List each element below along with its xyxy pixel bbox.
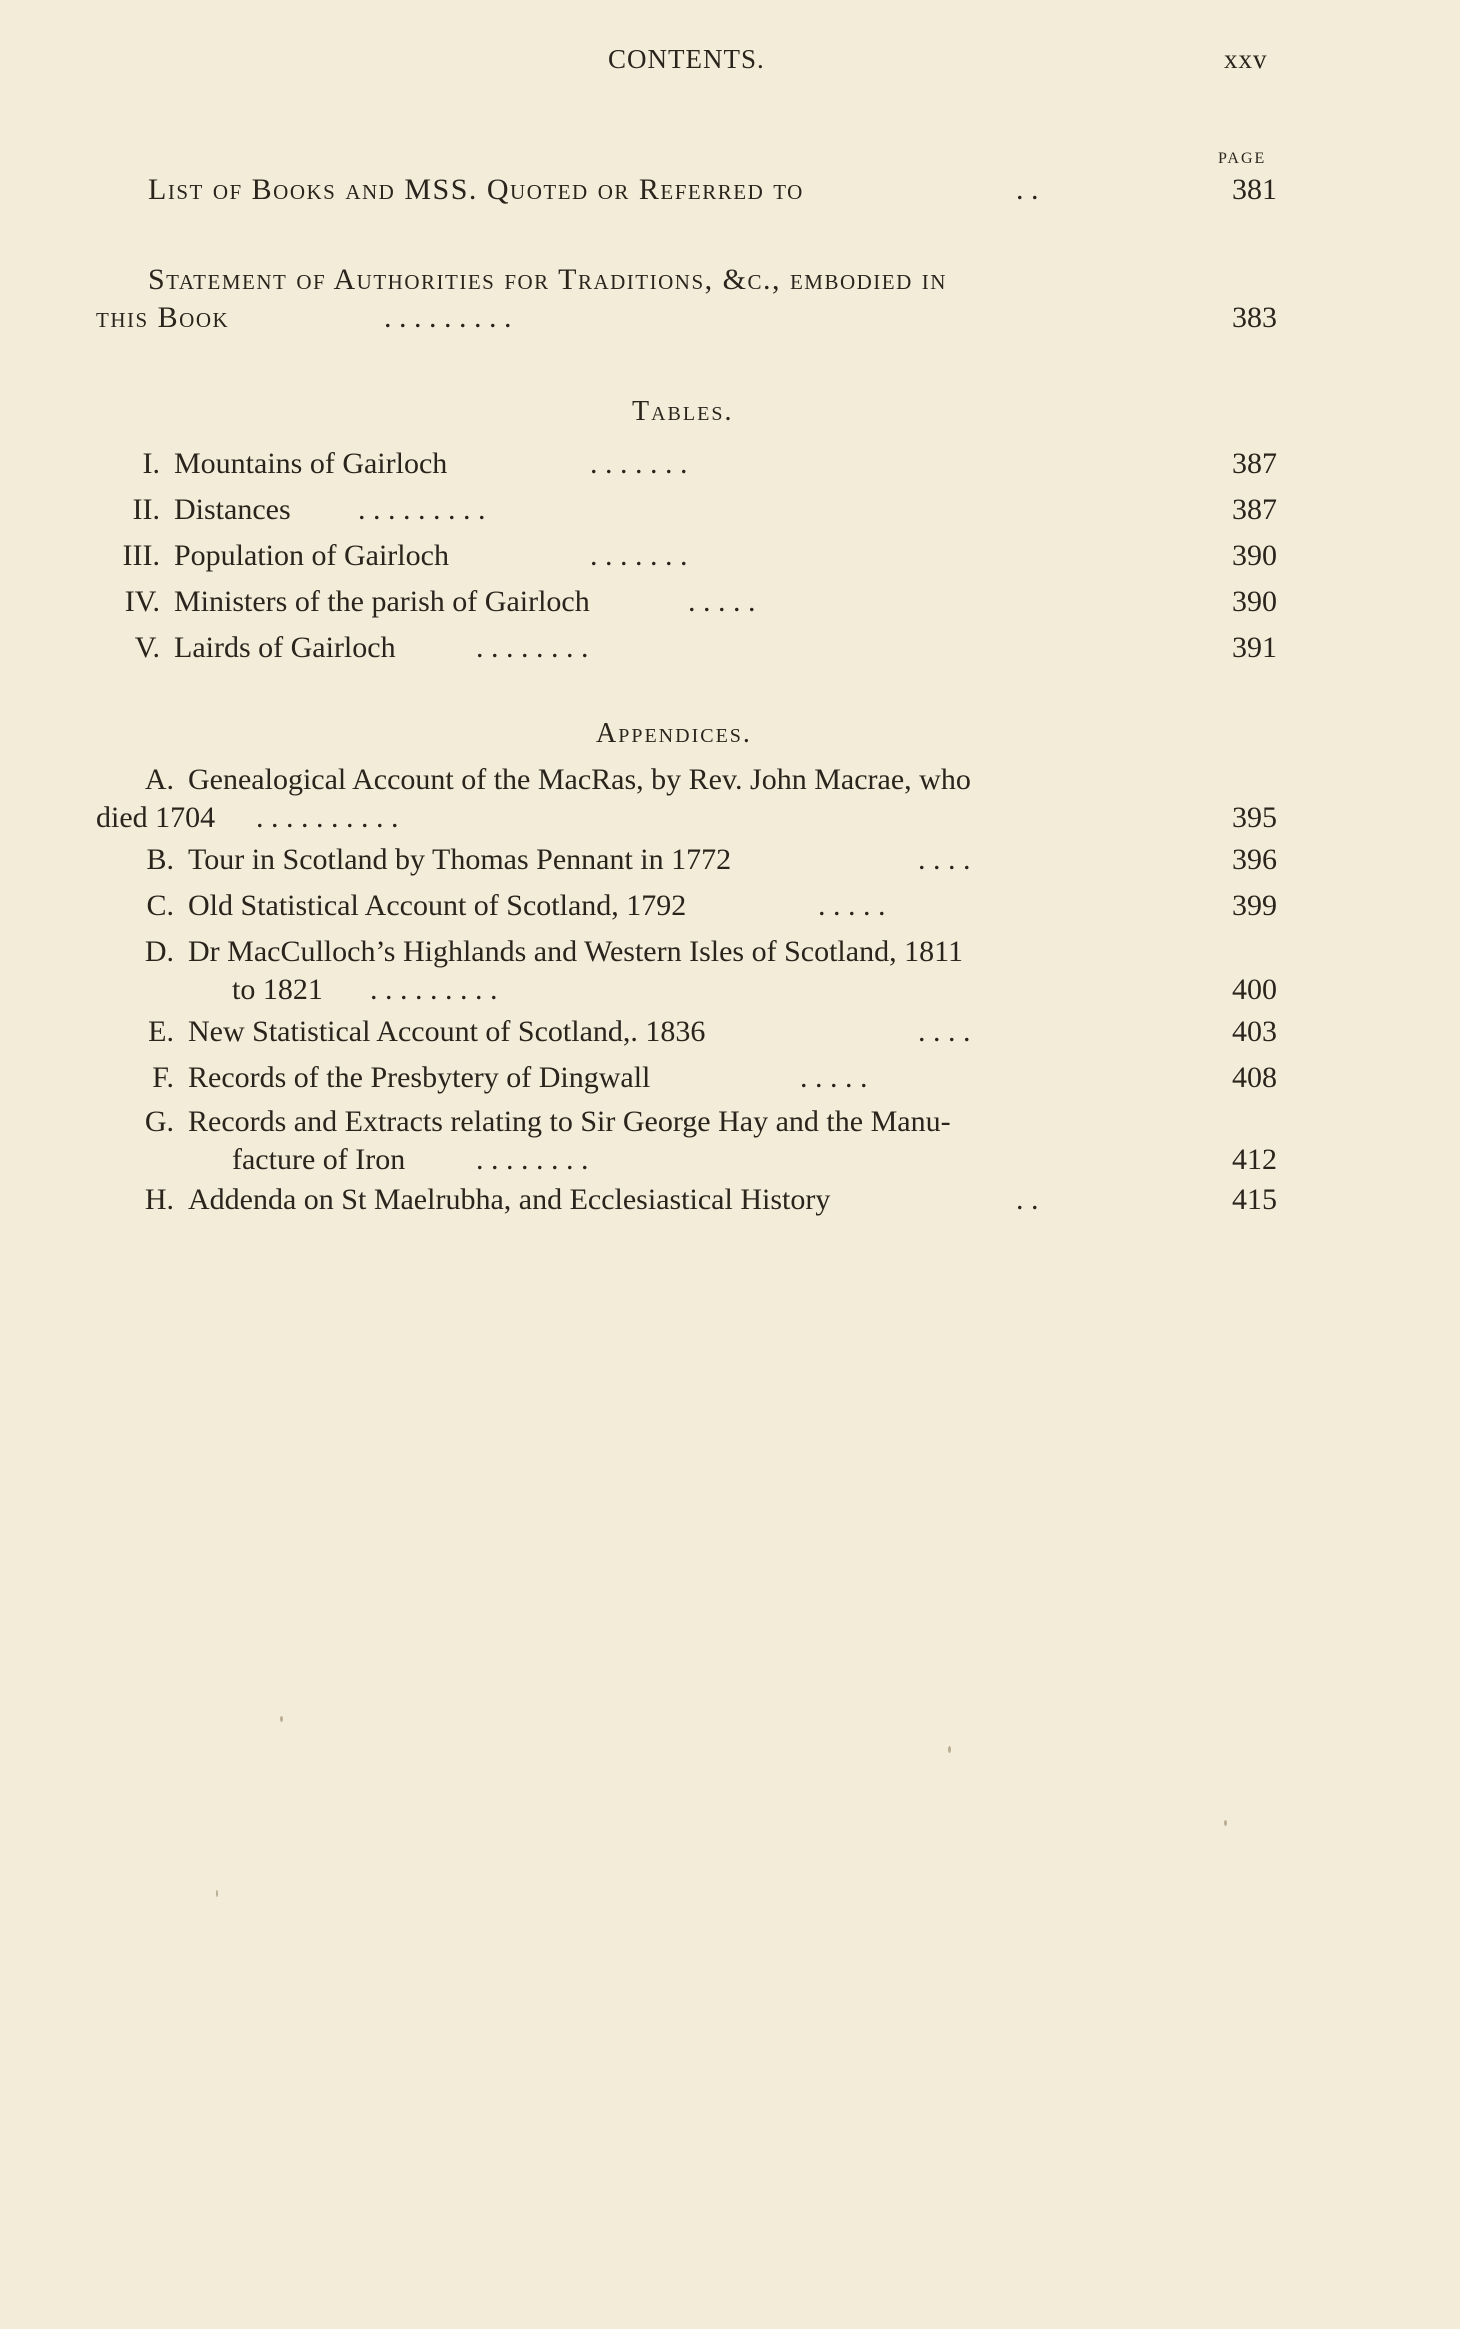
section-heading-tables: Tables.: [632, 396, 734, 427]
paper-fleck: [948, 1746, 951, 1753]
table-number: III.: [122, 539, 160, 572]
paper-fleck: [280, 1716, 283, 1722]
toc-entry-title: Statement of Authorities for Traditions, &c., embodied in: [148, 263, 947, 296]
dot-leader: . .: [1016, 173, 1039, 206]
appendix-letter: A.: [144, 763, 174, 796]
table-entry-title: Population of Gairloch: [174, 539, 449, 572]
appendix-entry-title: Old Statistical Account of Scotland, 1792: [188, 889, 687, 922]
dot-leader: . . . . .: [800, 1061, 868, 1094]
toc-entry-page: 403: [1232, 1015, 1277, 1048]
table-entry-title: Mountains of Gairloch: [174, 447, 448, 480]
paper-fleck: [216, 1890, 218, 1897]
toc-entry-title: List of Books and MSS. Quoted or Referred to: [148, 173, 804, 206]
toc-entry-page: 399: [1232, 889, 1277, 922]
appendix-entry-title: Tour in Scotland by Thomas Pennant in 1772: [188, 843, 732, 876]
running-head: [0, 44, 1460, 84]
section-heading-appendices: Appendices.: [596, 718, 752, 749]
dot-leader: . .: [1016, 1183, 1039, 1216]
dot-leader: . . . . . . .: [590, 447, 688, 480]
dot-leader: . . . . .: [688, 585, 756, 618]
dot-leader: . . . . . . . . .: [358, 493, 486, 526]
dot-leader: . . . . . . . .: [476, 1143, 589, 1176]
appendix-entry-title: Addenda on St Maelrubha, and Ecclesiastical History: [188, 1183, 831, 1216]
toc-entry-page: 400: [1232, 973, 1277, 1006]
dot-leader: . . . . . . . . .: [384, 301, 512, 334]
toc-entry-page: 387: [1232, 493, 1277, 526]
appendix-entry-title: Genealogical Account of the MacRas, by Rev. John Macrae, who: [188, 763, 971, 796]
toc-entry-page: 391: [1232, 631, 1277, 664]
table-entry-title: Lairds of Gairloch: [174, 631, 396, 664]
dot-leader: . . . .: [918, 1015, 971, 1048]
dot-leader: . . . . . . . . . .: [256, 801, 399, 834]
appendix-letter: H.: [144, 1183, 174, 1216]
appendix-entry-title-continued: to 1821: [232, 973, 323, 1006]
toc-entry-page: 390: [1232, 539, 1277, 572]
page-column-label: PAGE: [1218, 150, 1267, 167]
appendix-entry-title-continued: facture of Iron: [232, 1143, 406, 1176]
toc-entry-page: 408: [1232, 1061, 1277, 1094]
appendix-letter: C.: [146, 889, 174, 922]
appendix-entry-title: Dr MacCulloch’s Highlands and Western Isles of Scotland, 1811: [188, 935, 963, 968]
toc-entry-page: 396: [1232, 843, 1277, 876]
toc-entry-books-list: [148, 172, 804, 208]
toc-entry-authorities-line2: [96, 300, 229, 336]
dot-leader: . . . . . . . . .: [370, 973, 498, 1006]
toc-entry-page: 395: [1232, 801, 1277, 834]
paper-fleck: [1224, 1820, 1227, 1826]
appendix-letter: D.: [144, 935, 174, 968]
appendix-entry-title: Records and Extracts relating to Sir George Hay and the Manu-: [188, 1105, 951, 1138]
appendix-letter: B.: [146, 843, 174, 876]
dot-leader: . . . .: [918, 843, 971, 876]
table-number: IV.: [124, 585, 160, 618]
dot-leader: . . . . . . .: [590, 539, 688, 572]
appendix-entry-title: New Statistical Account of Scotland,. 1836: [188, 1015, 706, 1048]
toc-entry-page: 387: [1232, 447, 1277, 480]
page-number: xxv: [1224, 44, 1268, 74]
toc-entry-page: 383: [1232, 301, 1277, 334]
table-entry-title: Ministers of the parish of Gairloch: [174, 585, 590, 618]
toc-entry-page: 390: [1232, 585, 1277, 618]
toc-entry-page: 381: [1232, 173, 1277, 206]
table-number: V.: [134, 631, 160, 664]
toc-entry-authorities: [148, 262, 947, 298]
appendix-letter: G.: [144, 1105, 174, 1138]
table-entry-title: Distances: [174, 493, 291, 526]
appendix-entry-title: Records of the Presbytery of Dingwall: [188, 1061, 651, 1094]
appendix-letter: F.: [152, 1061, 174, 1094]
table-number: II.: [132, 493, 160, 526]
dot-leader: . . . . .: [818, 889, 886, 922]
table-number: I.: [142, 447, 160, 480]
appendix-letter: E.: [148, 1015, 174, 1048]
toc-entry-page: 412: [1232, 1143, 1277, 1176]
appendix-entry-title-continued: died 1704: [96, 801, 216, 834]
page-title: CONTENTS.: [608, 44, 765, 74]
toc-entry-page: 415: [1232, 1183, 1277, 1216]
toc-entry-title-continued: this Book: [96, 301, 230, 334]
dot-leader: . . . . . . . .: [476, 631, 589, 664]
